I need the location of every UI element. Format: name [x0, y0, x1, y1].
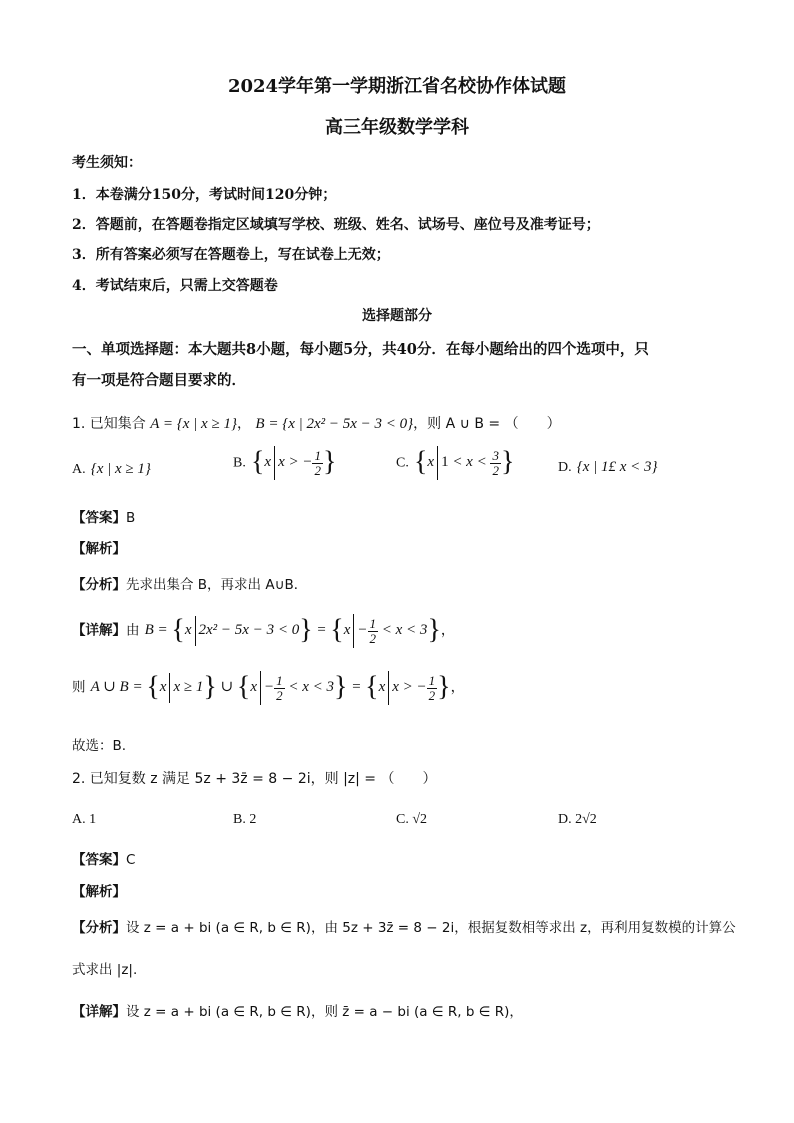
q1-stem-suffix: ，则 A ∪ B = （ ） [413, 416, 561, 432]
q2-answer: 【答案】C [72, 852, 136, 868]
q1-analysis-tag: 【解析】 [72, 541, 126, 557]
q1-option-b-x: x [278, 454, 285, 471]
q1-set-a: A = {x | x ≥ 1} [150, 416, 237, 432]
notice-heading: 考生须知： [72, 155, 142, 171]
section-title: 选择题部分 [362, 308, 432, 324]
page-title: 2024学年第一学期浙江省名校协作体试题 [227, 76, 567, 97]
q2-option-c: C. √2 [396, 812, 428, 827]
q2-option-d: D. 2√2 [558, 812, 597, 827]
notice-item-3: 3．所有答案必须写在答题卷上，写在试卷上无效； [72, 247, 390, 263]
q2-option-b: B. 2 [233, 812, 257, 827]
q1-option-b: B. {x x > − $\frac{1}{2}$ } [233, 447, 337, 478]
q1-option-d: D. {x | 1£ x < 3} [558, 459, 658, 475]
q1-stem [72, 413, 561, 433]
page-subtitle: 高三年级数学学科 [325, 117, 469, 138]
notice-item-4: 4．考试结束后，只需上交答题卷 [72, 278, 278, 294]
q1-stem-prefix: 1. 已知集合 [72, 416, 146, 432]
q1-set-b: B = {x | 2x² − 5x − 3 < 0} [255, 416, 414, 432]
notice-item-1: 1．本卷满分150分，考试时间120分钟； [72, 187, 337, 203]
q1-xiangjie-line1: 【详解】由 B = {x 2x² − 5x − 3 < 0} = {x − $\frac{1}{2}$ < x < 3}， [72, 615, 455, 646]
q1-option-a: A. {x | x ≥ 1} [72, 461, 151, 477]
q2-xiangjie: 【详解】设 z = a + bi (a ∈ R, b ∈ R)，则 z̄ = a − bi (a ∈ R, b ∈ R)， [72, 1004, 523, 1020]
q2-analysis-tag: 【解析】 [72, 884, 126, 900]
q1-fenxi: 【分析】先求出集合 B，再求出 A∪B． [72, 577, 308, 593]
q1-option-c: C. {x 1 < x < $\frac{3}{2}$ } [396, 447, 515, 478]
q2-fenxi-line2: 式求出 |z|. [72, 962, 138, 978]
q2-fenxi-line1: 【分析】设 z = a + bi (a ∈ R, b ∈ R)，由 5z + 3z̄ = 8 − 2i，根据复数相等求出 z，再利用复数模的计算公 [72, 920, 736, 936]
q1-sep: ， [236, 416, 251, 432]
part-instruction-line1: 一、单项选择题：本大题共8小题，每小题5分，共40分．在每小题给出的四个选项中，只 [72, 341, 649, 358]
notice-item-2: 2．答题前，在答题卷指定区域填写学校、班级、姓名、试场号、座位号及准考证号； [72, 217, 600, 233]
part-instruction-line2: 有一项是符合题目要求的． [72, 372, 246, 389]
q1-conclusion: 故选：B. [72, 738, 127, 754]
q1-xiangjie-line2: 则 A ∪ B = {x x ≥ 1} ∪ {x − $\frac{1}{2}$ < x < 3} = {x x > − $\frac{1}{2}$ }， [72, 672, 465, 703]
q2-stem: 2. 已知复数 z 满足 5z + 3z̄ = 8 − 2i，则 |z| = （ ） [72, 771, 437, 787]
q1-answer: 【答案】B [72, 510, 136, 526]
q2-option-a: A. 1 [72, 812, 97, 827]
